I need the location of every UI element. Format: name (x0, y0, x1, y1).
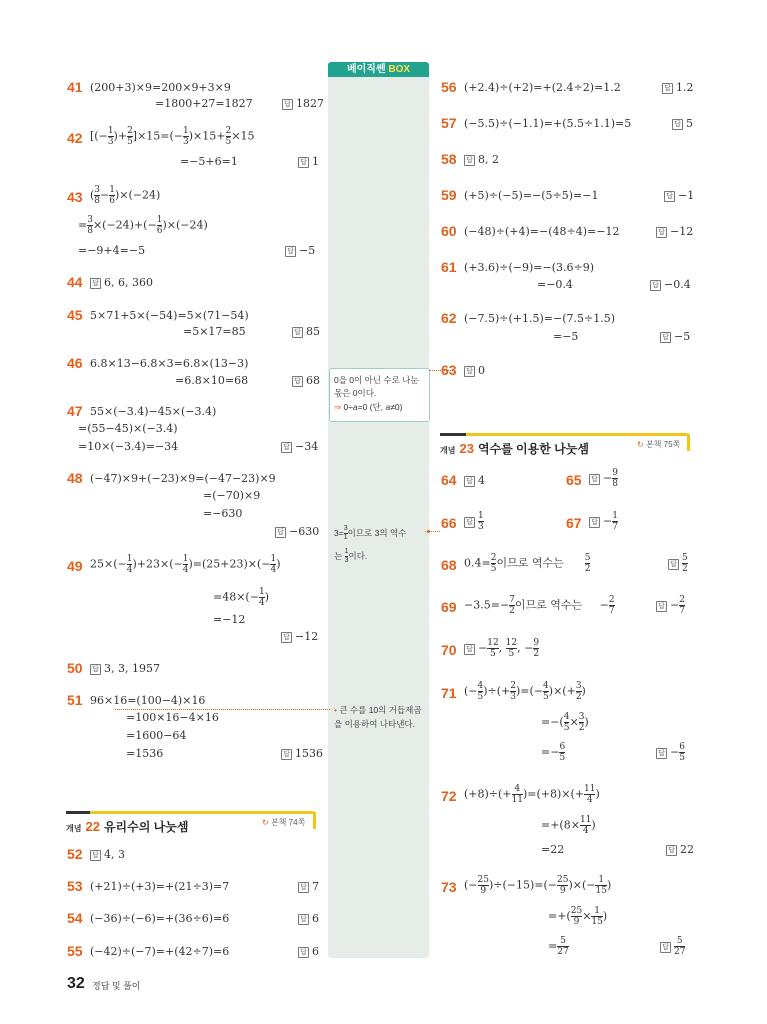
answer-icon: 답 (660, 332, 671, 343)
note-63-line3: ⇒ 0÷a=0 (단, a≠0) (334, 402, 403, 412)
problem-number: 66 (441, 515, 457, 531)
note-51-line1: • 큰 수를 10의 거듭제곱 (334, 705, 422, 715)
problem-number: 57 (441, 115, 457, 131)
problem-number: 62 (441, 310, 457, 326)
answer-icon: 답 (464, 366, 475, 377)
section-22-bar-dark (66, 811, 90, 814)
solution-line: =10×(−3.4)=−34 (78, 440, 179, 453)
solution-line: (−48)÷(+4)=−(48÷4)=−12 (464, 225, 620, 238)
answer: 답 −12 (656, 225, 693, 238)
problem-number: 70 (441, 642, 457, 658)
problem-number: 63 (441, 362, 457, 378)
answer-icon: 답 (464, 155, 475, 166)
answer-icon: 답 (660, 942, 671, 953)
solution-line: =6.8×10=68 (175, 374, 249, 387)
problem-number: 73 (441, 879, 457, 895)
answer-icon: 답 (298, 914, 309, 925)
problem-number: 67 (566, 515, 582, 531)
answer-icon: 답 (281, 749, 292, 760)
problem-number: 71 (441, 685, 457, 701)
solution-line: =48×(− 1 4) (213, 587, 269, 608)
solution-line: =1800+27=1827 (155, 97, 253, 110)
solution-line: =−5+6=1 (180, 155, 238, 168)
section-22-ref[interactable]: ↻ 본책 74쪽 (262, 818, 306, 827)
solution-line: (200+3)×9=200×9+3×9 (90, 81, 231, 94)
solution-line: (−5.5)÷(−1.1)=+(5.5÷1.1)=5 (464, 117, 632, 130)
note-51-connector (115, 709, 330, 710)
solution-line: =(55−45)×(−3.4) (78, 422, 178, 435)
solution-line: (− 4 5)÷(+ 2 3)=(− 4 5)×(+ 3 2) (464, 681, 586, 702)
solution-line: 96×16=(100−4)×16 (90, 694, 206, 707)
answer-icon: 답 (298, 157, 309, 168)
section-23-title: 개념 23 역수를 이용한 나눗셈 (440, 441, 589, 456)
answer-icon: 답 (656, 227, 667, 238)
problem-number: 55 (67, 943, 83, 959)
solution-line: (+3.6)÷(−9)=−(3.6÷9) (464, 261, 595, 274)
box-title-box: BOX (388, 64, 411, 75)
answer-icon: 답 (672, 119, 683, 130)
answer: 답 −1 (664, 189, 694, 202)
answer: 답 5 27 (660, 936, 685, 957)
problem-number: 68 (441, 557, 457, 573)
answer-icon: 답 (464, 517, 475, 528)
answer-icon: 답 (90, 664, 101, 675)
answer: 답 −0.4 (650, 278, 691, 291)
solution-line: (− 25 9 )÷(−15)=(− 25 9 )×(− 1 15) (464, 875, 612, 896)
answer-icon: 답 (589, 517, 600, 528)
solution-line: (+8)÷(+ 4 11)=(+8)×(+ 11 4 ) (464, 784, 600, 805)
answer-icon: 답 (664, 191, 675, 202)
answer: 답 −34 (281, 440, 318, 453)
solution-line: −3.5=− 7 2이므로 역수는 − 2 7 (464, 595, 615, 616)
solution-line: [(− 1 3)+ 2 5]×15=(− 1 3)×15+ 2 5×15 (90, 126, 255, 147)
answer-icon: 답 (90, 278, 101, 289)
problem-number: 59 (441, 187, 457, 203)
solution-line: =−0.4 (537, 278, 573, 291)
problem-number: 65 (566, 472, 582, 488)
answer: 답 68 (292, 374, 320, 387)
solution-line: =−12 (213, 613, 246, 626)
answer: 답 3, 3, 1957 (90, 662, 160, 675)
answer: 답 8, 2 (464, 153, 499, 166)
problem-number: 72 (441, 788, 457, 804)
answer-icon: 답 (275, 527, 286, 538)
answer: 답 0 (464, 364, 485, 377)
problem-number: 47 (67, 403, 83, 419)
problem-number: 56 (441, 79, 457, 95)
section-22-title: 개념 22 유리수의 나눗셈 (66, 819, 189, 834)
answer-icon: 답 (298, 882, 309, 893)
answer-icon: 답 (464, 644, 475, 655)
problem-number: 44 (67, 274, 83, 290)
answer: 답 −5 (285, 244, 315, 257)
answer: 답 − 1 7 (589, 511, 618, 532)
answer: 답 1536 (281, 747, 323, 760)
note-63-line1: 0을 0이 아닌 수로 나눈 (334, 375, 419, 385)
footer-label: 정답 및 풀이 (92, 981, 141, 991)
answer-icon: 답 (656, 601, 667, 612)
problem-number: 52 (67, 846, 83, 862)
problem-number: 60 (441, 223, 457, 239)
basic-box-title (328, 62, 429, 77)
answer: 답 −12 (281, 630, 318, 643)
solution-line: =1600−64 (126, 729, 187, 742)
solution-line: =− 6 5 (541, 742, 566, 763)
solution-line: =22 (541, 843, 565, 856)
solution-line: = 3 8×(−24)+(− 1 6)×(−24) (78, 215, 208, 236)
answer: 답 4, 3 (90, 848, 125, 861)
answer-icon: 답 (656, 748, 667, 759)
problem-number: 50 (67, 660, 83, 676)
answer-icon: 답 (668, 559, 679, 570)
answer-icon: 답 (650, 280, 661, 291)
answer: 답 6 (298, 912, 319, 925)
answer-icon: 답 (292, 376, 303, 387)
solution-line: =−5 (553, 330, 579, 343)
solution-line: =+(8× 11 4 ) (541, 815, 596, 836)
problem-number: 69 (441, 599, 457, 615)
section-22-bar-end (313, 811, 316, 829)
solution-line: =100×16−4×16 (126, 711, 219, 724)
answer: 답 − 9 8 (589, 468, 618, 489)
solution-line: 55×(−3.4)−45×(−3.4) (90, 405, 217, 418)
solution-line: (−42)÷(−7)=+(42÷7)=6 (90, 945, 230, 958)
solution-line: (+2.4)÷(+2)=+(2.4÷2)=1.2 (464, 81, 621, 94)
solution-line: 0.4= 2 5이므로 역수는 5 2 (464, 553, 591, 574)
note-66-dot (427, 530, 430, 533)
problem-number: 58 (441, 151, 457, 167)
solution-line: (−36)÷(−6)=+(36÷6)=6 (90, 912, 230, 925)
page-number: 32 (67, 975, 85, 992)
problem-number: 61 (441, 259, 457, 275)
solution-line: 25×(− 1 4)+23×(− 1 4)=(25+23)×(− 1 4) (90, 554, 281, 575)
answer-icon: 답 (292, 327, 303, 338)
solution-line: (−7.5)÷(+1.5)=−(7.5÷1.5) (464, 312, 616, 325)
solution-line: =−( 4 5× 3 2) (541, 712, 589, 733)
problem-number: 64 (441, 472, 457, 488)
note-66-line1: 3= 3 1이므로 3의 역수 (334, 525, 407, 541)
problem-number: 45 (67, 307, 83, 323)
solution-line: =+( 25 9 × 1 15) (548, 906, 608, 927)
answer: 답 22 (666, 843, 694, 856)
answer-icon: 답 (282, 99, 293, 110)
solution-line: =5×17=85 (183, 325, 246, 338)
solution-line: =−9+4=−5 (78, 244, 146, 257)
answer: 답 7 (298, 880, 319, 893)
answer-icon: 답 (662, 83, 673, 94)
answer-icon: 답 (666, 845, 677, 856)
solution-line: 5×71+5×(−54)=5×(71−54) (90, 309, 249, 322)
section-23-ref[interactable]: ↻ 본책 75쪽 (637, 440, 681, 449)
answer: 답 6, 6, 360 (90, 276, 153, 289)
solution-line: (+5)÷(−5)=−(5÷5)=−1 (464, 189, 599, 202)
problem-number: 54 (67, 910, 83, 926)
problem-number: 49 (67, 558, 83, 574)
problem-number: 51 (67, 692, 83, 708)
answer: 답 5 2 (668, 553, 688, 574)
solution-line: =−630 (203, 507, 243, 520)
answer-icon: 답 (298, 947, 309, 958)
answer-icon: 답 (464, 476, 475, 487)
section-23-bar-end (687, 433, 690, 451)
answer: 답 −5 (660, 330, 690, 343)
problem-number: 46 (67, 355, 83, 371)
solution-line: = 5 27 (548, 936, 569, 957)
problem-number: 42 (67, 130, 83, 146)
solution-line: 6.8×13−6.8×3=6.8×(13−3) (90, 357, 249, 370)
answer: 답 1 3 (464, 511, 484, 532)
solution-line: =(−70)×9 (203, 489, 261, 502)
solution-line: (−47)×9+(−23)×9=(−47−23)×9 (90, 472, 276, 485)
answer-icon: 답 (281, 632, 292, 643)
box-title-text: 베이직쎈 (346, 64, 389, 75)
solution-line: =1536 (126, 747, 164, 760)
answer-icon: 답 (589, 474, 600, 485)
answer: 답 6 (298, 945, 319, 958)
answer: 답 1.2 (662, 81, 694, 94)
note-66-line2: 는 1 3이다. (334, 548, 368, 564)
problem-number: 43 (67, 189, 83, 205)
solution-line: (+21)÷(+3)=+(21÷3)=7 (90, 880, 230, 893)
answer: 답 − 2 7 (656, 595, 685, 616)
problem-number: 41 (67, 79, 83, 95)
problem-number: 48 (67, 470, 83, 486)
section-23-bar-dark (440, 433, 466, 436)
answer: 답 − 12 5 , 12 5 , − 9 2 (464, 638, 539, 659)
basic-box-panel (328, 66, 429, 958)
answer: 답 −630 (275, 525, 319, 538)
answer: 답 5 (672, 117, 693, 130)
note-63-line2: 몫은 0이다. (334, 388, 377, 398)
answer: 답 − 6 5 (656, 742, 685, 763)
answer: 답 4 (464, 474, 485, 487)
section-23-bar (466, 433, 688, 436)
problem-number: 53 (67, 878, 83, 894)
answer-icon: 답 (90, 850, 101, 861)
answer: 답 1827 (282, 97, 324, 110)
solution-line: ( 3 8− 1 6)×(−24) (90, 185, 161, 206)
answer-icon: 답 (285, 246, 296, 257)
note-51-line2: 을 이용하여 나타낸다. (334, 719, 415, 729)
answer: 답 1 (298, 155, 319, 168)
answer: 답 85 (292, 325, 320, 338)
answer-icon: 답 (281, 442, 292, 453)
section-22-bar (90, 811, 314, 814)
